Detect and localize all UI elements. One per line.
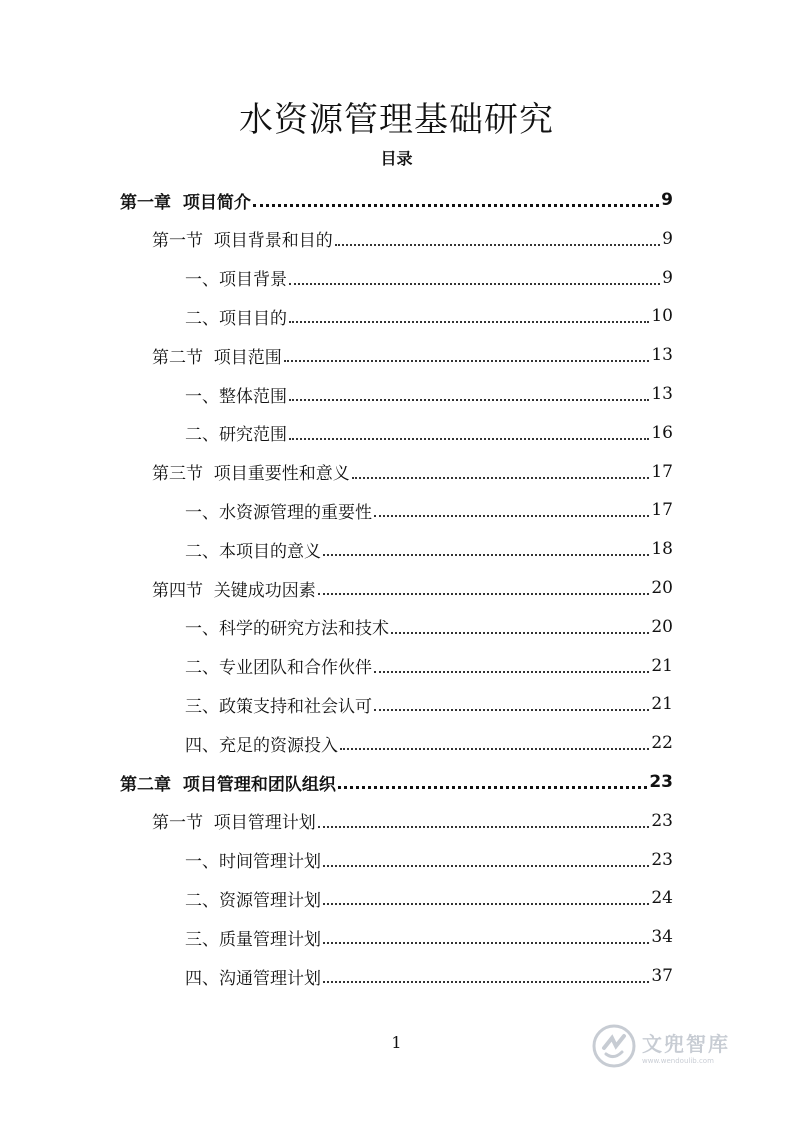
toc-entry-page: 21 xyxy=(651,655,673,676)
toc-leader-dots xyxy=(323,942,649,944)
toc-entry-page: 17 xyxy=(651,461,673,482)
toc-entry[interactable] xyxy=(185,491,673,529)
toc-entry-label: 第四节 关键成功因素 xyxy=(152,580,316,601)
toc-entry-page: 9 xyxy=(662,267,673,288)
toc-leader-dots xyxy=(340,748,649,750)
document-title: 水资源管理基础研究 xyxy=(239,100,554,140)
toc-entry[interactable] xyxy=(120,763,673,801)
toc-entry-page: 22 xyxy=(651,733,673,754)
toc-entry-label: 第二节 项目范围 xyxy=(152,347,282,368)
toc-entry-page: 20 xyxy=(651,578,673,598)
toc-entry[interactable] xyxy=(185,297,673,335)
toc-leader-dots xyxy=(289,283,660,285)
toc-entry[interactable] xyxy=(152,569,673,607)
toc-entry-page: 23 xyxy=(649,772,673,792)
toc-entry[interactable] xyxy=(185,375,673,413)
toc-entry-label: 二、本项目的意义 xyxy=(185,541,321,562)
toc-entry-label: 第一节 项目管理计划 xyxy=(152,813,316,834)
toc-entry-label: 第三节 项目重要性和意义 xyxy=(152,464,350,485)
toc-leader-dots xyxy=(318,593,650,595)
toc-entry-page: 16 xyxy=(651,422,673,443)
toc-entry-page: 23 xyxy=(651,849,673,870)
toc-entry-label: 二、专业团队和合作伙伴 xyxy=(185,658,372,679)
toc-entry-page: 9 xyxy=(662,228,673,249)
toc-leader-dots xyxy=(253,204,659,207)
toc-entry-page: 37 xyxy=(651,966,673,986)
toc-entry-label: 第一节 项目背景和目的 xyxy=(152,231,333,252)
toc-entry-label: 一、整体范围 xyxy=(185,386,287,407)
toc-entry[interactable] xyxy=(185,608,673,646)
toc-entry-page: 18 xyxy=(651,539,673,560)
toc-entry-page: 13 xyxy=(651,345,673,366)
toc-entry-page: 10 xyxy=(651,306,673,327)
toc-leader-dots xyxy=(289,438,649,440)
toc-entry-label: 一、水资源管理的重要性 xyxy=(185,502,372,523)
wendou-logo-icon xyxy=(592,1024,636,1068)
toc-leader-dots xyxy=(335,244,660,246)
toc-entry[interactable] xyxy=(185,918,673,956)
toc-entry-label: 第一章 项目简介 xyxy=(120,192,251,213)
toc-entry-page: 9 xyxy=(661,190,673,210)
toc-entry-label: 二、研究范围 xyxy=(185,425,287,446)
toc-leader-dots xyxy=(374,709,649,711)
toc-entry[interactable] xyxy=(185,259,673,297)
toc-entry[interactable] xyxy=(152,802,673,840)
toc-leader-dots xyxy=(284,360,650,362)
toc-entry-label: 三、质量管理计划 xyxy=(185,929,321,950)
toc-entry-label: 一、科学的研究方法和技术 xyxy=(185,619,389,640)
page-number: 1 xyxy=(391,1033,402,1052)
toc-entry[interactable] xyxy=(185,647,673,685)
toc-entry-label: 一、项目背景 xyxy=(185,270,287,291)
toc-entry[interactable] xyxy=(185,414,673,452)
toc-heading: 目录 xyxy=(380,149,413,168)
toc-leader-dots xyxy=(323,903,649,905)
watermark-url: www.wendoulib.com xyxy=(642,1056,714,1065)
toc-entry-page: 17 xyxy=(651,500,673,521)
toc-entry-page: 23 xyxy=(651,810,673,831)
toc-entry[interactable] xyxy=(152,220,673,258)
toc-entry-page: 21 xyxy=(651,694,673,715)
toc-entry-label: 四、充足的资源投入 xyxy=(185,735,338,756)
toc-entry[interactable] xyxy=(185,957,673,995)
toc-leader-dots xyxy=(289,399,649,401)
toc-leader-dots xyxy=(338,786,647,789)
toc-entry[interactable] xyxy=(185,724,673,762)
toc-leader-dots xyxy=(374,515,649,517)
toc-entry-label: 一、时间管理计划 xyxy=(185,852,321,873)
toc-entry-label: 四、沟通管理计划 xyxy=(185,968,321,989)
watermark xyxy=(592,1020,752,1072)
toc-leader-dots xyxy=(289,321,649,323)
toc-leader-dots xyxy=(323,981,649,983)
toc-entry[interactable] xyxy=(185,530,673,568)
toc-entry-page: 13 xyxy=(651,384,673,404)
toc-leader-dots xyxy=(318,826,650,828)
toc-entry[interactable] xyxy=(152,453,673,491)
toc-entry-page: 34 xyxy=(651,927,673,948)
toc-entry[interactable] xyxy=(152,336,673,374)
toc-leader-dots xyxy=(352,477,650,479)
toc-entry-label: 二、资源管理计划 xyxy=(185,890,321,911)
toc-entry-label: 三、政策支持和社会认可 xyxy=(185,696,372,717)
toc-entry-label: 第二章 项目管理和团队组织 xyxy=(120,774,336,795)
toc-entry-page: 24 xyxy=(651,888,673,909)
toc-entry[interactable] xyxy=(185,841,673,879)
toc-leader-dots xyxy=(374,671,649,673)
toc-leader-dots xyxy=(391,632,649,634)
toc-entry[interactable] xyxy=(185,685,673,723)
toc-entry-label: 二、项目目的 xyxy=(185,308,287,329)
toc-leader-dots xyxy=(323,865,649,867)
watermark-name: 文兜智库 xyxy=(642,1031,730,1056)
toc-leader-dots xyxy=(323,554,649,556)
toc-entry[interactable] xyxy=(120,181,673,219)
toc-entry[interactable] xyxy=(185,879,673,917)
toc-entry-page: 20 xyxy=(651,616,673,637)
